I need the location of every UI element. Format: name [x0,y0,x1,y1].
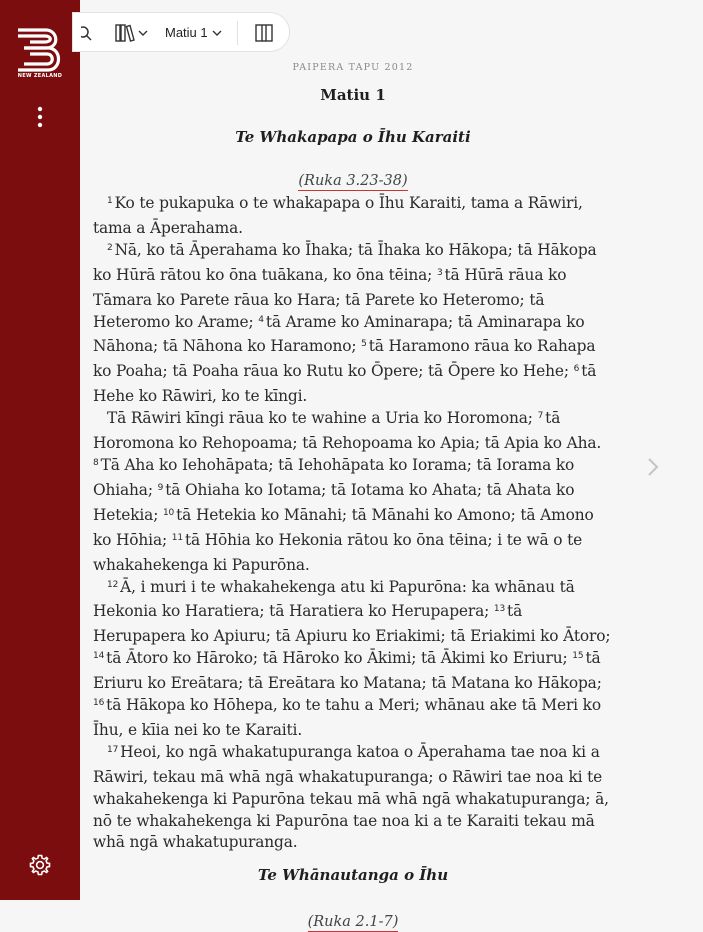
gear-icon[interactable] [28,853,52,877]
chevron-down-icon [139,31,147,35]
verse-number: 6 [573,364,580,375]
verse-text: Ā, i muri i te whakahekenga atu ki Papurōna: ka whānau tā Hekonia ko Haratiera; tā Haratiera ko Herupapera; [93,577,575,621]
verse-number: 13 [493,604,506,615]
chapter-selector-label: Matiu 1 [165,25,208,40]
verse-text: Heoi, ko ngā whakatupuranga katoa o Āperahama tae noa ki a Rāwiri, tekau mā whā ngā whakatupuranga; o Rāwiri tae noa ki te whakahekenga ki Papurōna tekau mā whā ngā whakatupuranga; ā, nō te whakahekenga ki Papurōna tae noa ki a te Karaiti tekau mā whā ngā whakatupuranga. [93,742,609,852]
chevron-right-icon[interactable] [646,456,660,478]
cross-reference[interactable] [93,912,613,932]
section-heading: Te Whānautanga o Īhu [257,866,449,885]
verse-number: 4 [258,314,264,325]
verse-text: tā Hetekia ko Mānahi; tā Mānahi ko Amono; tā Amono ko Hōhia; [93,505,594,549]
verse-text: tā Arame ko Aminarapa; tā Aminarapa ko Nāhona; tā Nāhona ko Haramono; [93,312,585,356]
toolbar-divider [237,21,238,45]
bible-version: PAIPERA TAPU 2012 [292,62,414,73]
verse-number: 5 [361,339,367,350]
sidebar [0,0,80,900]
paragraph [93,408,613,576]
reader-toolbar [72,12,290,52]
columns-icon[interactable] [255,24,273,42]
search-icon[interactable] [81,24,95,42]
verse-text: tā Hūrā rāua ko Tāmara ko Parete rāua ko Hara; tā Parete ko Heteromo; tā Heteromo ko Arame; [93,265,567,331]
verse-number: 10 [162,507,175,518]
verse-text: Tā Aha ko Iehohāpata; tā Iehohāpata ko Iorama; tā Iorama ko Ohiaha; [93,455,575,499]
section-heading: Te Whakapapa o Īhu Karaiti [235,128,471,146]
verse-text: tā Horomona ko Rehopoama; tā Rehopoama ko Apia; tā Apia ko Aha. [93,409,602,453]
verse-number: 14 [93,651,105,662]
verse-number: 17 [107,744,119,755]
reader-content [93,60,613,932]
paragraph [93,193,613,240]
books-icon[interactable] [115,23,153,43]
logo-text: NEW ZEALAND [17,73,63,79]
cross-reference-link[interactable]: (Ruka 2.1-7) [307,914,399,931]
verse-text: tā Ātoro ko Hāroko; tā Hāroko ko Ākimi; tā Ākimi ko Eriuru; [106,649,568,668]
verse-number: 16 [93,698,105,709]
bible-society-logo[interactable] [14,26,66,80]
paragraph [93,240,613,408]
verse-text: Tā Rāwiri kīngi rāua ko te wahine a Uria ko Horomona; [107,409,533,428]
paragraph [93,742,613,855]
chapter-selector[interactable] [165,21,222,45]
kebab-menu-icon[interactable] [32,104,48,130]
verse-text: tā Hōhia ko Hekonia rātou ko ōna tēina; i te wā o te whakahekenga ki Papurōna. [93,530,583,574]
verse-text: tā Hehe ko Rāwiri, ko te kīngi. [93,362,597,406]
verse-number: 8 [93,457,99,468]
verse-number: 3 [436,267,443,278]
verse-number: 11 [171,532,183,543]
verse-text: tā Haramono rāua ko Rahapa ko Poaha; tā Poaha rāua ko Rutu ko Ōpere; tā Ōpere ko Hehe; [93,337,596,381]
chapter-title: Matiu 1 [320,86,386,104]
paragraph [93,577,613,742]
verse-number: 7 [537,411,544,422]
verse-number: 9 [157,482,164,493]
cross-reference[interactable] [93,171,613,191]
verse-number: 1 [107,196,113,206]
verse-text: Ko te pukapuka o te whakapapa o Īhu Karaiti, tama a Rāwiri, tama a Āperahama. [93,194,583,237]
verse-text: tā Eriuru ko Ereātara; tā Ereātara ko Matana; tā Matana ko Hākopa; [93,649,602,693]
verse-text: tā Ohiaha ko Iotama; tā Iotama ko Ahata; tā Ahata ko Hetekia; [93,480,575,524]
verse-text: tā Herupapera ko Apiuru; tā Apiuru ko Eriakimi; tā Eriakimi ko Ātoro; [93,602,611,646]
verse-number: 2 [107,242,113,253]
verse-text: Nā, ko tā Āperahama ko Īhaka; tā Īhaka ko Hākopa; tā Hākopa ko Hūrā rātou ko ōna tuākana, ko ōna tēina; [93,240,597,284]
chevron-down-icon [212,29,222,37]
verse-text: tā Hākopa ko Hōhepa, ko te tahu a Meri; whānau ake tā Meri ko Īhu, e kīia nei ko te Karaiti. [93,696,601,739]
cross-reference-link[interactable]: (Ruka 3.23-38) [298,173,408,189]
verse-number: 12 [107,579,119,590]
verse-number: 15 [572,651,584,662]
